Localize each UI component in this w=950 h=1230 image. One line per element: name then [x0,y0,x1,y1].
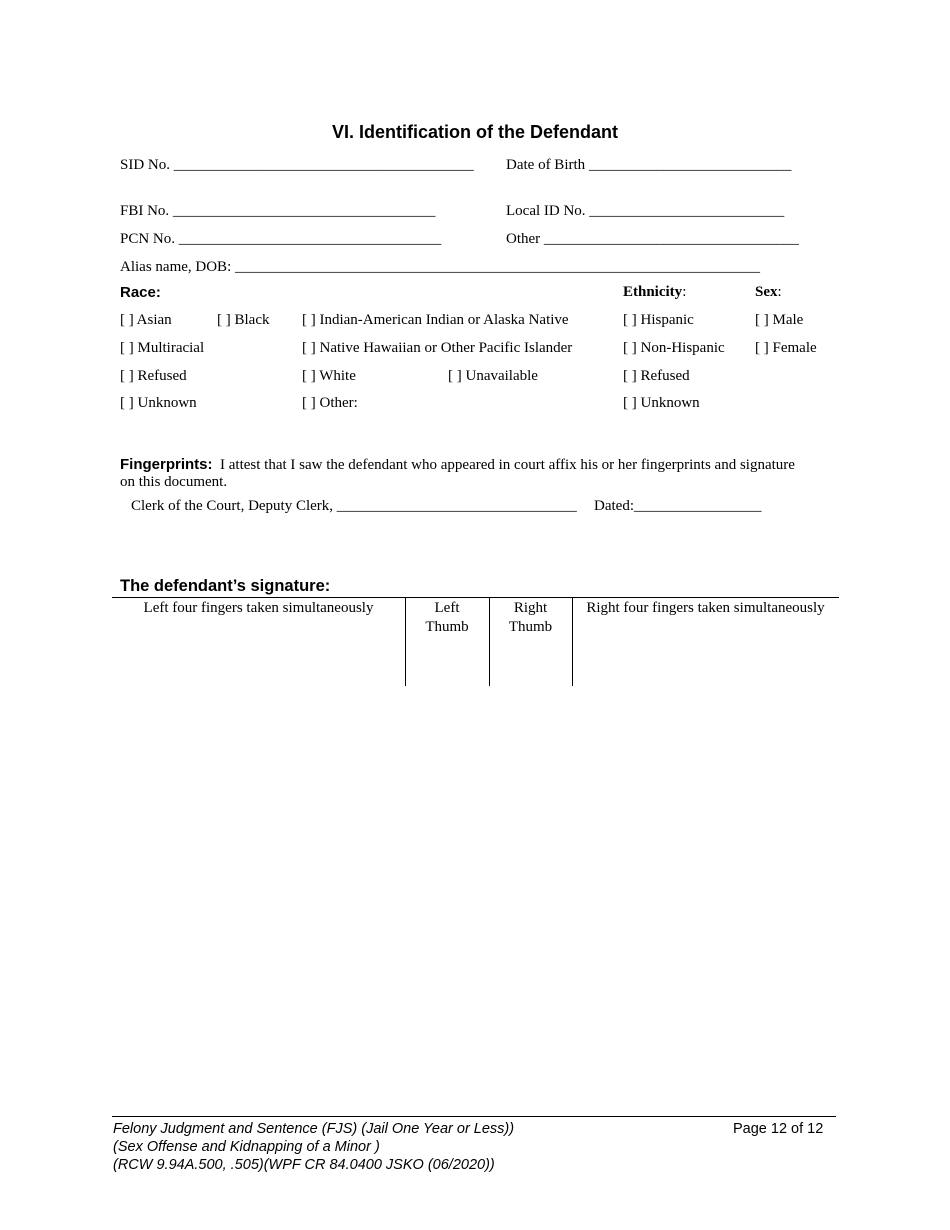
race-asian-checkbox[interactable]: [ ] Asian [120,312,172,328]
left-four-fingers-box[interactable] [112,599,405,618]
race-multiracial-checkbox[interactable]: [ ] Multiracial [120,340,205,356]
race-heading: Race: [120,284,161,301]
race-refused-checkbox[interactable]: [ ] Refused [120,368,187,384]
fingerprints-text: I attest that I saw the defendant who appeared in court affix his or her fingerprints and signature [212,457,795,473]
right-four-fingers-label: Right four fingers taken simultaneously [586,600,825,616]
clerk-signature-field[interactable]: Clerk of the Court, Deputy Clerk, ________________________________ [131,498,577,514]
fingerprints-label: Fingerprints: [120,456,213,473]
right-thumb-label-2: Thumb [508,619,553,635]
ethnicity-heading-colon: : [682,284,687,300]
race-hawaiian-checkbox[interactable]: [ ] Native Hawaiian or Other Pacific Islander [302,340,573,356]
pcn-field[interactable]: PCN No. ___________________________________ [120,231,442,247]
local-id-field[interactable]: Local ID No. __________________________ [506,203,785,219]
right-thumb-label-1: Right [513,600,548,616]
race-unavailable-checkbox[interactable]: [ ] Unavailable [448,368,538,384]
ethnicity-non-hispanic-checkbox[interactable]: [ ] Non-Hispanic [623,340,725,356]
dob-field[interactable]: Date of Birth ___________________________ [506,157,792,173]
footer-line-2: (Sex Offense and Kidnapping of a Minor ) [113,1139,380,1155]
right-four-fingers-box[interactable] [572,599,839,618]
footer-rule [112,1116,836,1117]
fbi-field[interactable]: FBI No. ___________________________________ [120,203,436,219]
other-id-field[interactable]: Other __________________________________ [506,231,799,247]
left-four-fingers-label: Left four fingers taken simultaneously [143,600,374,616]
sex-heading-label: Sex [755,284,778,300]
dated-field[interactable]: Dated:_________________ [594,498,762,514]
sex-female-checkbox[interactable]: [ ] Female [755,340,817,356]
ethnicity-heading-label: Ethnicity [623,284,683,300]
page-title: VI. Identification of the Defendant [331,122,618,142]
race-unknown-checkbox[interactable]: [ ] Unknown [120,395,197,411]
race-indian-checkbox[interactable]: [ ] Indian-American Indian or Alaska Native [302,312,569,328]
race-white-checkbox[interactable]: [ ] White [302,368,356,384]
sex-male-checkbox[interactable]: [ ] Male [755,312,804,328]
defendant-signature-heading: The defendant’s signature: [120,577,331,595]
sex-heading-colon: : [777,284,782,300]
left-thumb-box[interactable] [405,599,489,637]
ethnicity-refused-checkbox[interactable]: [ ] Refused [623,368,690,384]
fingerprints-attestation [120,456,795,474]
sid-field[interactable]: SID No. ________________________________________ [120,157,474,173]
page-number: Page 12 of 12 [733,1121,824,1137]
left-thumb-label-1: Left [434,600,460,616]
footer-line-3: (RCW 9.94A.500, .505)(WPF CR 84.0400 JSKO (06/2020)) [113,1157,495,1173]
race-other-checkbox[interactable]: [ ] Other: [302,395,358,411]
fingerprints-text-line2: on this document. [120,474,228,490]
fingerprint-table-top-rule [112,597,839,598]
race-black-checkbox[interactable]: [ ] Black [217,312,270,328]
sex-heading [755,284,782,301]
ethnicity-hispanic-checkbox[interactable]: [ ] Hispanic [623,312,694,328]
left-thumb-label-2: Thumb [425,619,469,635]
ethnicity-unknown-checkbox[interactable]: [ ] Unknown [623,395,700,411]
footer-line-1: Felony Judgment and Sentence (FJS) (Jail One Year or Less)) [113,1121,515,1137]
alias-dob-field[interactable]: Alias name, DOB: ______________________________________________________________________ [120,259,760,275]
ethnicity-heading [623,284,686,301]
right-thumb-box[interactable] [489,599,572,637]
